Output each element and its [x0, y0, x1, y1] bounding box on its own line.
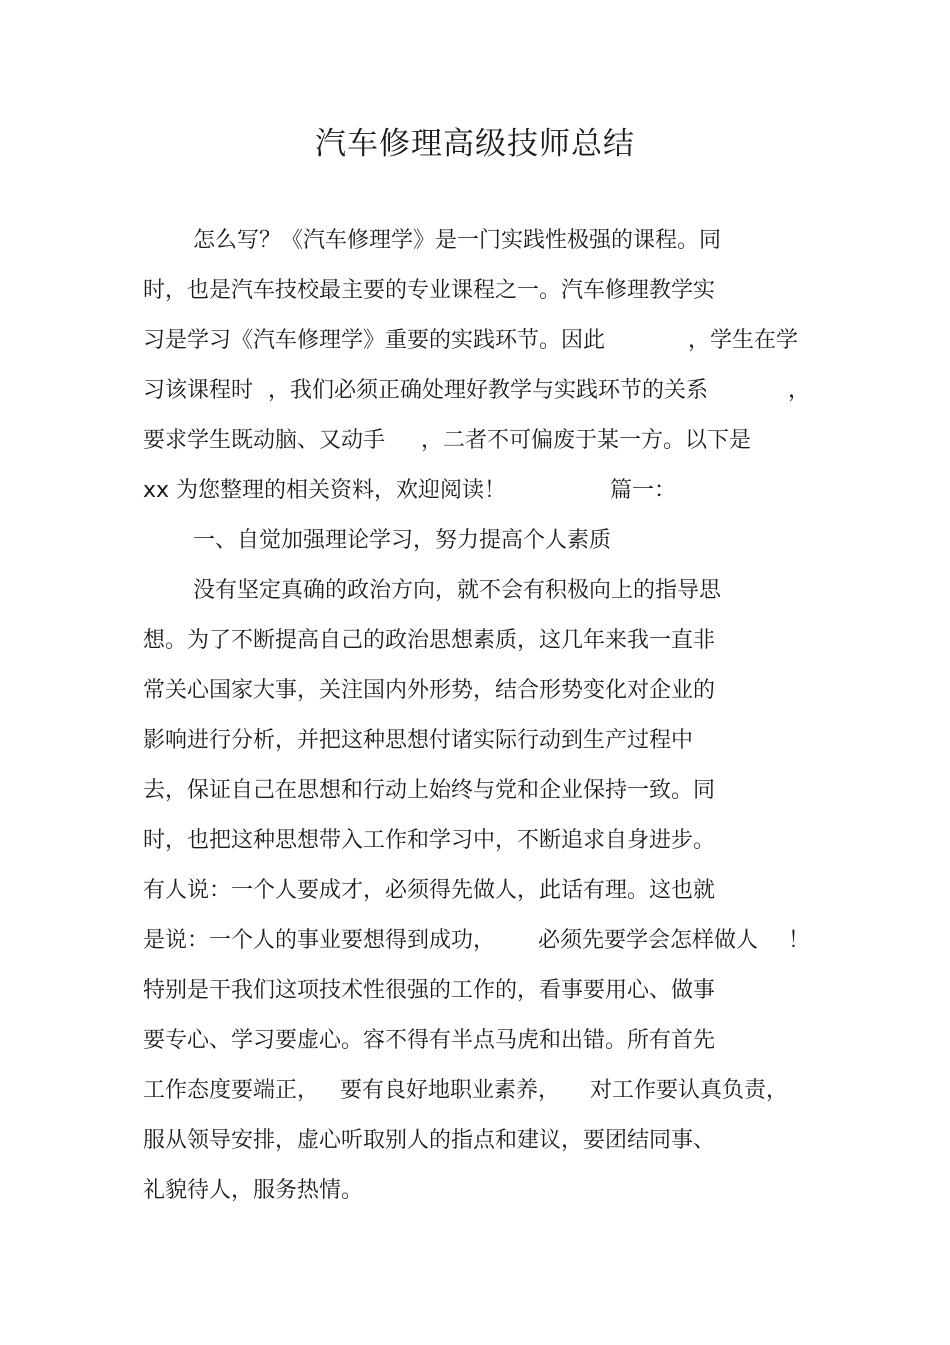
paragraph-line: ！	[788, 928, 811, 953]
paragraph-line: 去，保证自己在思想和行动上始终与党和企业保持一致。同	[143, 778, 716, 803]
paragraph-line: 怎么写？《汽车修理学》是一门实践性极强的课程。同	[193, 228, 722, 253]
paragraph-line: ，学生在学	[688, 328, 799, 353]
paragraph-line: 想。为了不断提高自己的政治思想素质，这几年来我一直非	[143, 628, 716, 653]
paragraph-line: 要专心、学习要虚心。容不得有半点马虎和出错。所有首先	[143, 1028, 716, 1053]
paragraph-line: ，	[788, 378, 811, 403]
section-label: 篇一：	[610, 478, 677, 503]
paragraph-line: 是说：一个人的事业要想得到成功，	[143, 928, 496, 953]
paragraph-line: 有人说：一个人要成才，必须得先做人，此话有理。这也就	[143, 878, 716, 903]
paragraph-line: 必须先要学会怎样做人	[538, 928, 759, 953]
paragraph-line: 要求学生既动脑、又动手	[143, 428, 386, 453]
paragraph-line: 礼貌待人，服务热情。	[143, 1178, 364, 1203]
paragraph-line: xx 为您整理的相关资料，欢迎阅读！	[143, 478, 507, 503]
paragraph-line: ，二者不可偏废于某一方。以下是	[421, 428, 752, 453]
paragraph-line: 对工作要认真负责，	[590, 1078, 789, 1103]
paragraph-line: 特别是干我们这项技术性很强的工作的，看事要用心、做事	[143, 978, 716, 1003]
paragraph-line: 影响进行分析，并把这种思想付诸实际行动到生产过程中	[143, 728, 694, 753]
document-title: 汽车修理高级技师总结	[315, 126, 635, 162]
paragraph-line: 时，也是汽车技校最主要的专业课程之一。汽车修理教学实	[143, 278, 716, 303]
section-heading: 一、自觉加强理论学习，努力提高个人素质	[193, 528, 612, 553]
paragraph-line: 时，也把这种思想带入工作和学习中，不断追求自身进步。	[143, 828, 716, 853]
paragraph-line: 常关心国家大事，关注国内外形势，结合形势变化对企业的	[143, 678, 716, 703]
paragraph-line: 服从领导安排，虚心听取别人的指点和建议，要团结同事、	[143, 1128, 716, 1153]
paragraph-line: 工作态度要端正，	[143, 1078, 320, 1103]
paragraph-line: 要有良好地职业素养，	[340, 1078, 561, 1103]
paragraph-line: 习是学习《汽车修理学》重要的实践环节。因此	[143, 328, 606, 353]
paragraph-line: 没有坚定真确的政治方向，就不会有积极向上的指导思	[193, 578, 722, 603]
paragraph-line: 习该课程时	[143, 378, 254, 403]
paragraph-line: ，我们必须正确处理好教学与实践环节的关系	[268, 378, 709, 403]
